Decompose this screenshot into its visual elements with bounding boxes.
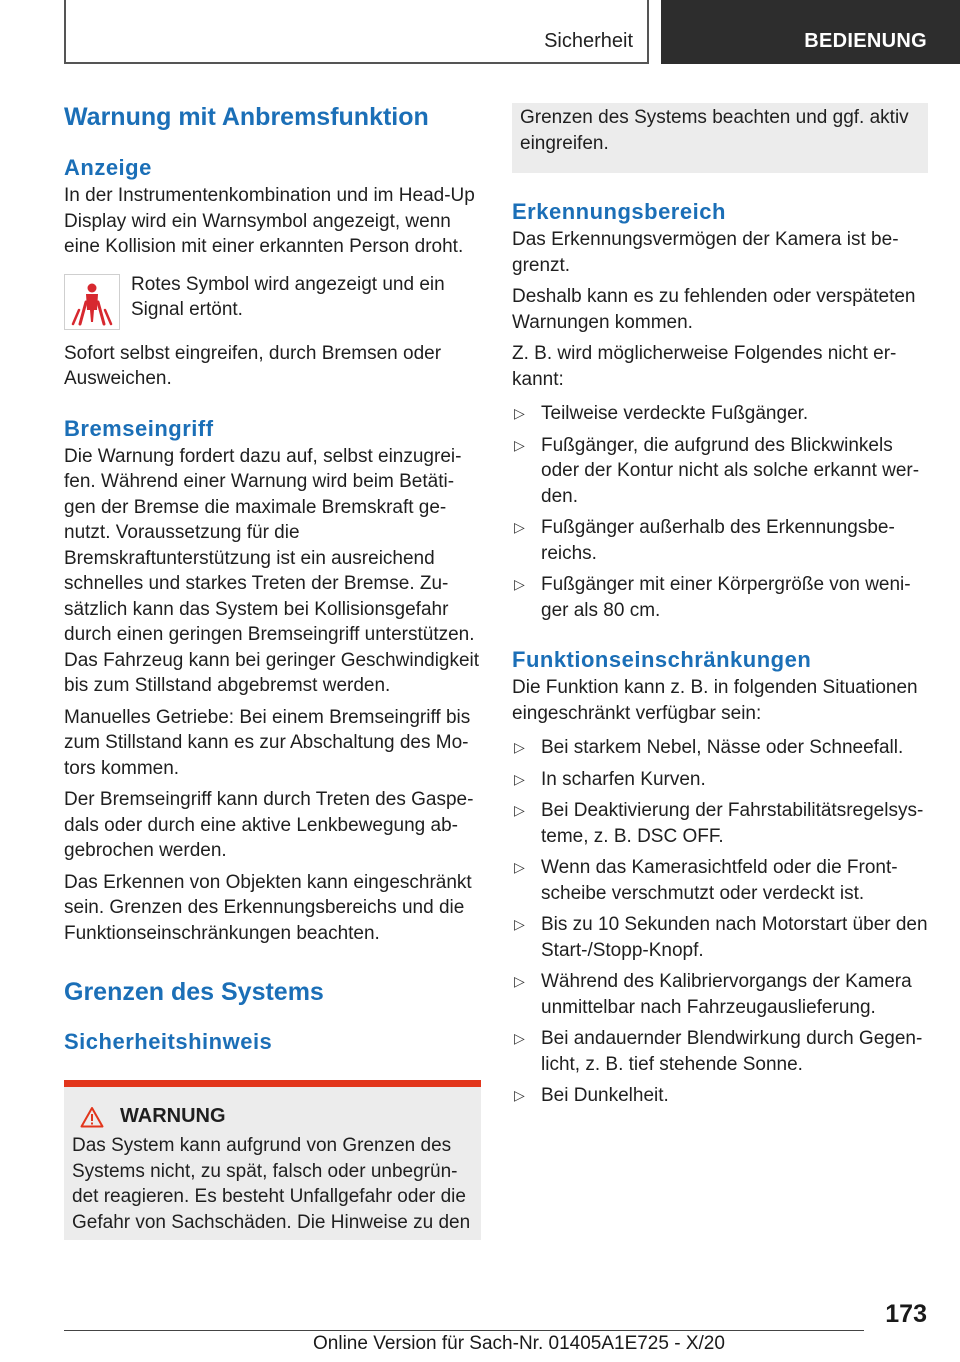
heading-sicherheitshinweis: Sicherheitshinweis [64, 1029, 273, 1054]
anzeige-text: In der Instrumentenkombination und im Head-Up Display wird ein Warnsymbol angezeigt, wenn eine Kollision mit einer erkannten Person droht. [64, 185, 475, 257]
bullet-icon: ▷ [514, 739, 525, 755]
bullet-icon: ▷ [514, 436, 525, 453]
section-title-warnung: Warnung mit Anbremsfunktion [64, 103, 429, 131]
warning-triangle-icon [80, 1106, 104, 1128]
right-column [512, 103, 928, 1109]
list-item: ▷ Bei Deaktivierung der Fahrstabilitätsregelsys-teme, z. B. DSC OFF. [512, 798, 928, 849]
header-chapter-title: BEDIENUNG [804, 30, 927, 52]
erkennung-p1: Das Erkennungsvermögen der Kamera ist be-grenzt. [512, 229, 899, 276]
bullet-icon: ▷ [514, 1087, 525, 1103]
list-item: ▷ Teilweise verdeckte Fußgänger. [512, 401, 928, 427]
erkennung-p2: Deshalb kann es zu fehlenden oder verspäteten Warnungen kommen. [512, 286, 916, 333]
symbol-description: Rotes Symbol wird angezeigt und ein Signal ertönt. [131, 273, 445, 320]
list-item: ▷ Bis zu 10 Sekunden nach Motorstart über den Start-/Stopp-Knopf. [512, 912, 928, 963]
heading-erkennungsbereich: Erkennungsbereich [512, 199, 726, 224]
footer-text: Online Version für Sach-Nr. 01405A1E725 - X/20 [313, 1333, 725, 1354]
bremseingriff-p4: Das Erkennen von Objekten kann eingeschränkt sein. Grenzen des Erkennungsbereichs und die Funktionseinschränkungen beachten. [64, 871, 472, 944]
bullet-icon: ▷ [514, 973, 525, 989]
list-item: ▷ Bei andauernder Blendwirkung durch Gegen-licht, z. B. tief stehende Sonne. [512, 1026, 928, 1077]
bremseingriff-p3: Der Bremseingriff kann durch Treten des Gaspe-dals oder durch eine aktive Lenkbewegung ab-gebrochen werden. [64, 789, 474, 861]
bullet-icon: ▷ [514, 916, 525, 932]
header-chapter-tab [661, 0, 960, 64]
warning-label: WARNUNG [120, 1105, 226, 1127]
erkennung-p3: Z. B. wird möglicherweise Folgendes nicht er-kannt: [512, 343, 897, 390]
list-item: ▷ Bei starkem Nebel, Nässe oder Schneefall. [512, 735, 928, 761]
list-item: ▷ Fußgänger, die aufgrund des Blickwinkels oder der Kontur nicht als solche erkannt wer-den. [512, 433, 928, 510]
funktion-intro: Die Funktion kann z. B. in folgenden Situationen eingeschränkt verfügbar sein: [512, 677, 918, 724]
list-item: ▷ Fußgänger mit einer Körpergröße von weni-ger als 80 cm. [512, 572, 928, 623]
bullet-icon: ▷ [514, 405, 525, 421]
warning-text: Das System kann aufgrund von Grenzen des Systems nicht, zu spät, falsch oder unbegrün-det reagieren. Es besteht Unfallgefahr oder die Gefahr von Sachschäden. Die Hinweise zu den [72, 1135, 471, 1233]
warning-title [80, 1105, 473, 1128]
heading-funktionseinschraenkungen: Funktionseinschränkungen [512, 647, 812, 672]
list-item: ▷ Fußgänger außerhalb des Erkennungsbe-reichs. [512, 515, 928, 566]
left-column [64, 100, 481, 1240]
bullet-icon: ▷ [514, 576, 525, 592]
list-item: ▷ In scharfen Kurven. [512, 767, 928, 793]
bullet-icon: ▷ [514, 1030, 525, 1046]
bullet-icon: ▷ [514, 859, 525, 875]
list-item: ▷ Während des Kalibriervorgangs der Kamera unmittelbar nach Fahrzeugauslieferung. [512, 969, 928, 1020]
list-item: ▷ Wenn das Kamerasichtfeld oder die Front-scheibe verschmutzt oder verdeckt ist. [512, 855, 928, 906]
warning-symbol-row [64, 272, 481, 330]
section-title-grenzen: Grenzen des Systems [64, 978, 324, 1006]
funktion-list [512, 735, 928, 1109]
pedestrian-warning-icon [64, 274, 120, 330]
bremseingriff-p1: Die Warnung fordert dazu auf, selbst einzugrei-fen. Während einer Warnung wird beim Betäti-gen der Bremse die maximale Bremskraft ge-nutzt. Voraussetzung für die Bremskraftunterstützung ist ein ausreichend schnelles und starkes Treten der Bremse. Zu-sätzlich kann das System bei Kollisionsgefahr durch einen geringen Bremseingriff unterstützen. Das Fahrzeug kann bei geringer Geschwindigkeit bis zum Stillstand abgebremst werden. [64, 445, 480, 696]
erkennung-list [512, 401, 928, 623]
bullet-icon: ▷ [514, 519, 525, 535]
bremseingriff-p2: Manuelles Getriebe: Bei einem Bremseingriff bis zum Stillstand kann es zur Abschaltung des Mo-tors kommen. [64, 706, 471, 779]
list-item: ▷ Bei Dunkelheit. [512, 1083, 928, 1109]
anzeige-action-text: Sofort selbst eingreifen, durch Bremsen oder Ausweichen. [64, 342, 442, 389]
warning-box-continued [512, 103, 928, 173]
header-section-box [64, 0, 649, 64]
heading-anzeige: Anzeige [64, 155, 152, 180]
warning-text-continued: Grenzen des Systems beachten und ggf. aktiv eingreifen. [520, 107, 909, 154]
heading-bremseingriff: Bremseingriff [64, 415, 214, 441]
header-section-title: Sicherheit [544, 30, 633, 52]
warning-box [64, 1080, 481, 1240]
page-number: 173 [885, 1300, 927, 1328]
bullet-icon: ▷ [514, 802, 525, 818]
bullet-icon: ▷ [514, 770, 525, 787]
footer-divider [64, 1330, 864, 1331]
